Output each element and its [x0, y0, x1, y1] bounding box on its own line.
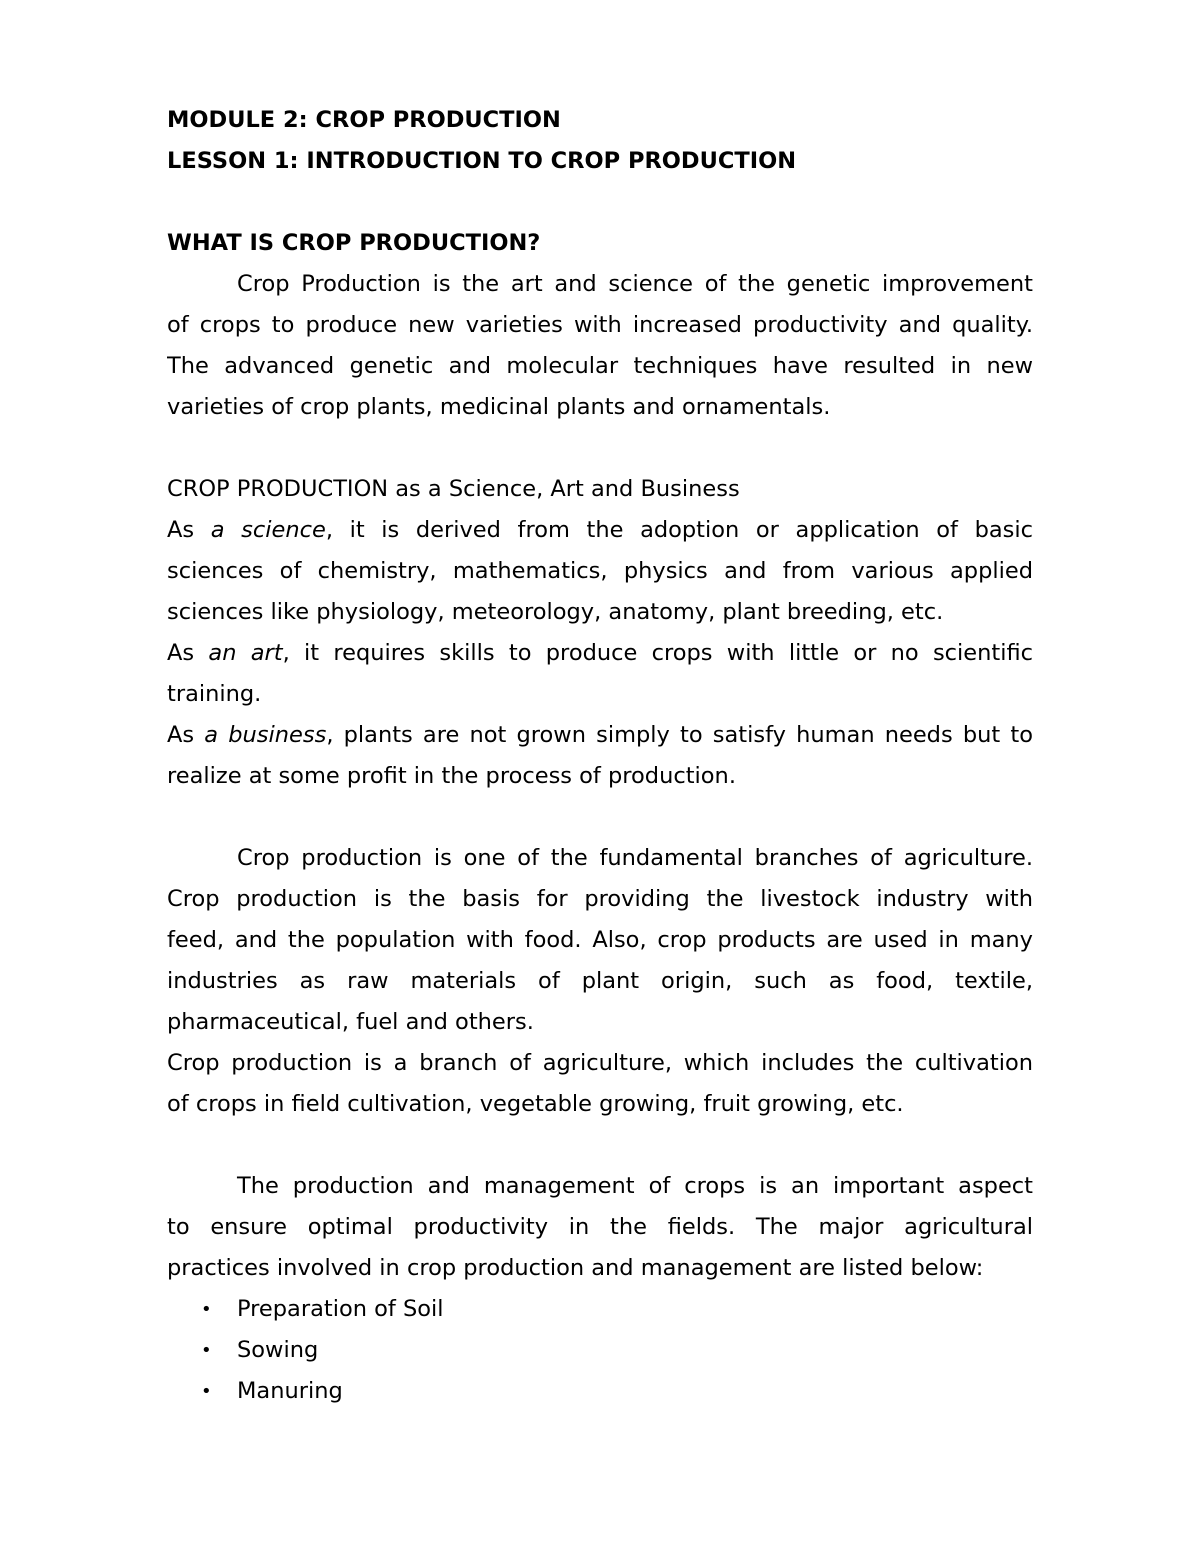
paragraph-line: industries as raw materials of plant origin, such as food, textile, — [167, 968, 1033, 994]
bullet-icon: • — [201, 1381, 212, 1402]
paragraph-line: Crop production is one of the fundamental branches of agriculture. — [237, 845, 1033, 871]
paragraph-line: of crops to produce new varieties with increased productivity and quality. — [167, 312, 1033, 338]
list-item — [167, 1371, 1033, 1412]
business-line — [167, 715, 1033, 756]
science-line — [167, 510, 1033, 551]
business-text: , plants are not grown simply to satisfy human needs but to — [326, 722, 1033, 748]
list-item — [167, 1330, 1033, 1371]
blank-line — [167, 1125, 1033, 1166]
art-prefix: As — [167, 640, 209, 666]
paragraph-line: feed, and the population with food. Also, crop products are used in many — [167, 927, 1033, 953]
paragraph-line: The production and management of crops is an important aspect — [237, 1173, 1033, 1199]
bullet-icon: • — [201, 1299, 212, 1320]
list-item — [167, 1289, 1033, 1330]
paragraph-line: to ensure optimal productivity in the fields. The major agricultural — [167, 1214, 1033, 1240]
list-item-label: Manuring — [237, 1378, 343, 1404]
module-title: MODULE 2: CROP PRODUCTION — [167, 107, 561, 133]
paragraph-line: pharmaceutical, fuel and others. — [167, 1009, 534, 1035]
paragraph-line: Crop production is a branch of agriculture, which includes the cultivation — [167, 1050, 1033, 1076]
section-heading-science-art-business: CROP PRODUCTION as a Science, Art and Business — [167, 476, 740, 502]
business-prefix: As — [167, 722, 205, 748]
list-item-label: Sowing — [237, 1337, 319, 1363]
science-term: a science — [210, 517, 326, 543]
list-item-label: Preparation of Soil — [237, 1296, 444, 1322]
paragraph-line: varieties of crop plants, medicinal plants and ornamentals. — [167, 394, 831, 420]
paragraph-line: training. — [167, 681, 262, 707]
section-heading-what-is: WHAT IS CROP PRODUCTION? — [167, 230, 541, 256]
paragraph-line: The advanced genetic and molecular techniques have resulted in new — [167, 353, 1033, 379]
paragraph-line: practices involved in crop production and management are listed below: — [167, 1255, 984, 1281]
blank-line — [167, 797, 1033, 838]
paragraph-line: Crop Production is the art and science of the genetic improvement — [237, 271, 1033, 297]
blank-line — [167, 182, 1033, 223]
paragraph-line: realize at some profit in the process of production. — [167, 763, 736, 789]
document-content — [167, 100, 1033, 1412]
art-text: , it requires skills to produce crops with little or no scientific — [282, 640, 1033, 666]
art-term: an art — [208, 640, 283, 666]
paragraph-line: sciences like physiology, meteorology, anatomy, plant breeding, etc. — [167, 599, 944, 625]
paragraph-line: Crop production is the basis for providing the livestock industry with — [167, 886, 1033, 912]
paragraph-line: of crops in field cultivation, vegetable growing, fruit growing, etc. — [167, 1091, 904, 1117]
lesson-title: LESSON 1: INTRODUCTION TO CROP PRODUCTION — [167, 148, 797, 174]
blank-line — [167, 428, 1033, 469]
bullet-icon: • — [201, 1340, 212, 1361]
paragraph-line: sciences of chemistry, mathematics, physics and from various applied — [167, 558, 1033, 584]
practices-list — [167, 1289, 1033, 1412]
art-line — [167, 633, 1033, 674]
business-term: a business — [204, 722, 327, 748]
science-text: , it is derived from the adoption or application of basic — [325, 517, 1033, 543]
science-prefix: As — [167, 517, 211, 543]
